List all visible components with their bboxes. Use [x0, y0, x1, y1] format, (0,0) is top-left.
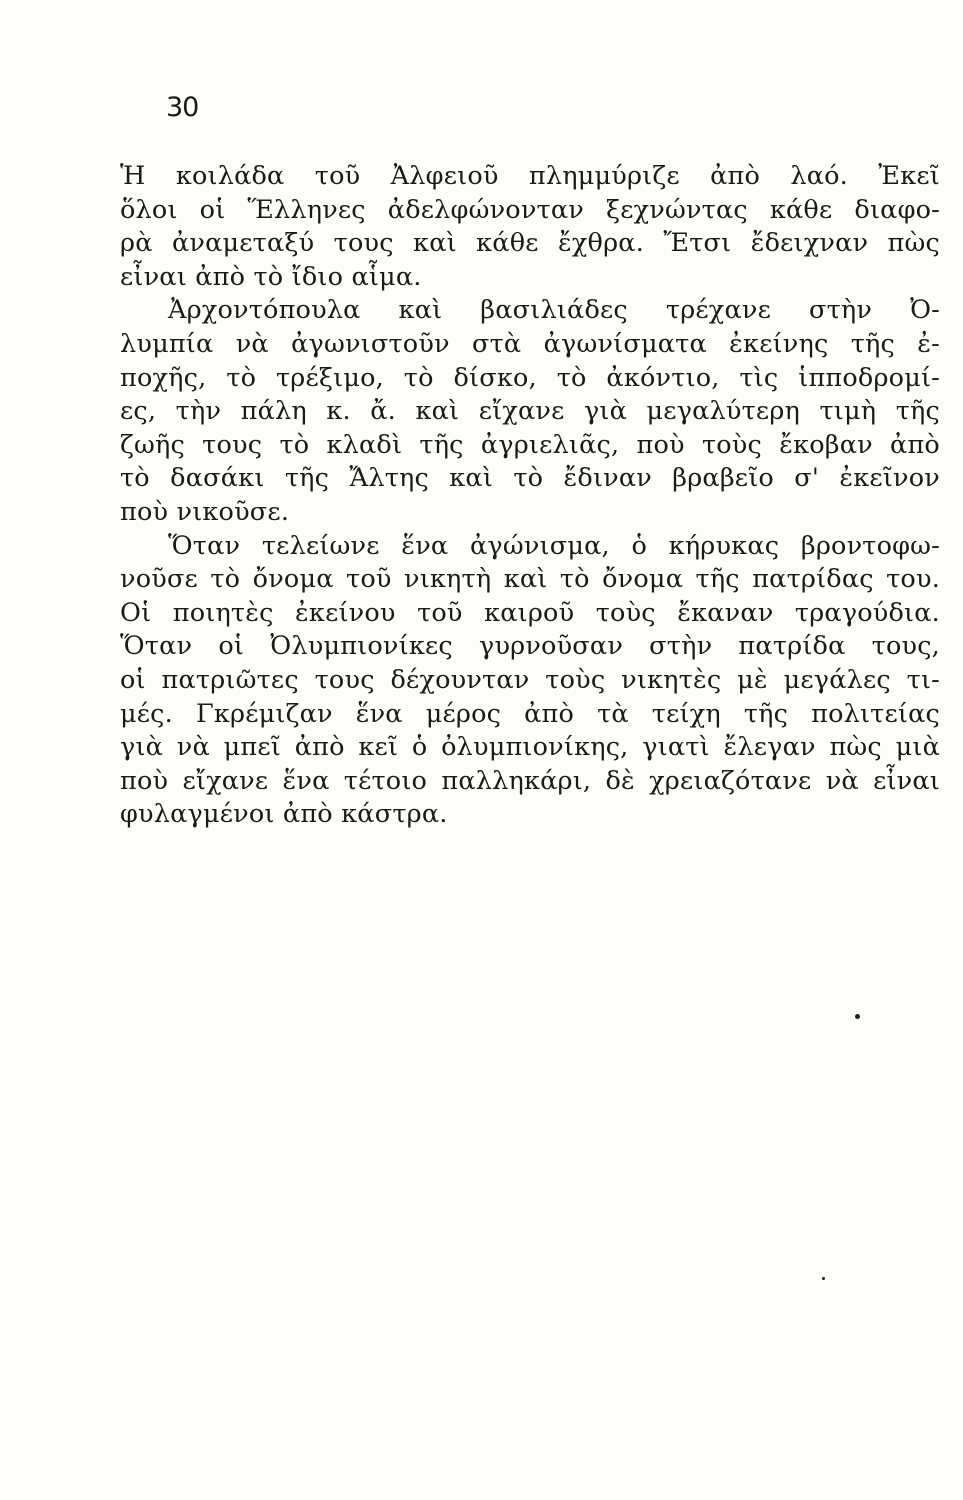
text-line: μές. Γκρέμιζαν ἕνα μέρος ἀπὸ τὰ τείχη τῆς πολιτείας [120, 698, 940, 729]
text-line: ποὺ νικοῦσε. [120, 496, 290, 527]
text-line: Οἱ ποιητὲς ἐκείνου τοῦ καιροῦ τοὺς ἔκαναν τραγούδια. [120, 597, 940, 628]
text-line: νοῦσε τὸ ὄνομα τοῦ νικητὴ καὶ τὸ ὄνομα τῆς πατρίδας του. [120, 564, 940, 595]
text-line: ζωῆς τους τὸ κλαδὶ τῆς ἀγριελιᾶς, ποὺ τοὺς ἔκοβαν ἀπὸ [120, 429, 940, 460]
text-line: ες, τὴν πάλη κ. ἄ. καὶ εἴχανε γιὰ μεγαλύτερη τιμὴ τῆς [120, 396, 940, 427]
text-line: Ὅταν οἱ Ὀλυμπιονίκες γυρνοῦσαν στὴν πατρίδα τους, [120, 631, 940, 662]
text-line: γιὰ νὰ μπεῖ ἀπὸ κεῖ ὁ ὀλυμπιονίκης, γιατὶ ἔλεγαν πὼς μιὰ [120, 732, 940, 763]
print-speck [822, 1277, 825, 1280]
text-line: Ἡ κοιλάδα τοῦ Ἀλφειοῦ πλημμύριζε ἀπὸ λαό. Ἐκεῖ [120, 161, 940, 191]
text-line: Ὅταν τελείωνε ἕνα ἀγώνισμα, ὁ κήρυκας βροντοφω- [168, 530, 940, 561]
body-text [120, 160, 940, 832]
print-speck [855, 1014, 860, 1019]
text-line: φυλαγμένοι ἀπὸ κάστρα. [120, 799, 448, 830]
text-line: ποὺ εἴχανε ἕνα τέτοιο παλληκάρι, δὲ χρειαζότανε νὰ εἶναι [120, 765, 940, 796]
text-line: τὸ δασάκι τῆς Ἄλτης καὶ τὸ ἔδιναν βραβεῖο σ' ἐκεῖνον [120, 463, 940, 494]
text-line: Ἀρχοντόπουλα καὶ βασιλιάδες τρέχανε στὴν Ὀ- [168, 295, 940, 326]
text-line: εἶναι ἀπὸ τὸ ἴδιο αἷμα. [120, 261, 422, 292]
text-line: ὅλοι οἱ Ἕλληνες ἀδελφώνονταν ξεχνώντας κάθε διαφο- [120, 194, 940, 225]
text-line: ποχῆς, τὸ τρέξιμο, τὸ δίσκο, τὸ ἀκόντιο, τὶς ἱπποδρομί- [120, 362, 940, 393]
text-line: οἱ πατριῶτες τους δέχουνταν τοὺς νικητὲς μὲ μεγάλες τι- [120, 664, 940, 695]
page-number: 30 [166, 92, 199, 123]
text-line: λυμπία νὰ ἀγωνιστοῦν στὰ ἀγωνίσματα ἐκείνης τῆς ἐ- [120, 328, 940, 359]
text-line: ρὰ ἀναμεταξύ τους καὶ κάθε ἔχθρα. Ἔτσι ἔδειχναν πὼς [120, 228, 940, 259]
